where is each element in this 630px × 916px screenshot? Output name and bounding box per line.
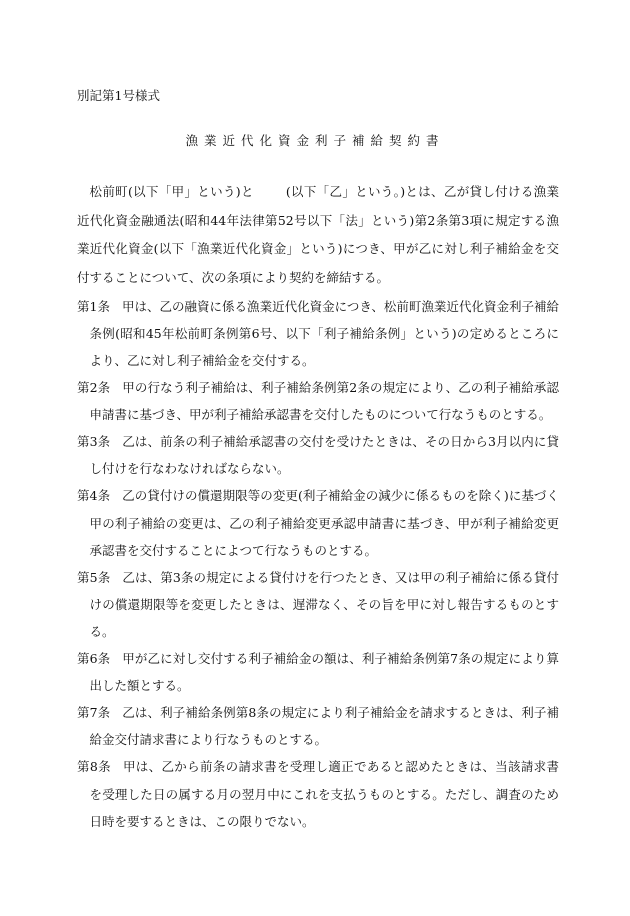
- article-number: 第5条: [77, 569, 111, 585]
- document-body: [77, 178, 559, 835]
- article-7: [77, 699, 559, 753]
- article-text: 乙は、前条の利子補給承認書の交付を受けたときは、その日から3月以内に貸し付けを行なわなければならない。: [89, 434, 559, 477]
- article-number: 第2条: [77, 380, 111, 396]
- article-5: [77, 564, 559, 645]
- intro-paragraph: [77, 178, 559, 293]
- document-title: 漁業近代化資金利子補給契約書: [185, 133, 445, 148]
- intro-text-part1: 松前町(以下「甲」という)と: [89, 184, 254, 199]
- intro-text-part2: (以下「乙」という。)とは、乙が貸し付ける漁業近代化資金融通法(昭和44年法律第52号以下「法」という)第2条第3項に規定する漁業近代化資金(以下「漁業近代化資金」という)につき、甲が乙に対し利子補給金を交付することについて、次の条項により契約を締結する。: [77, 184, 559, 286]
- article-6: [77, 645, 559, 699]
- article-number: 第3条: [77, 434, 111, 450]
- article-text: 乙の貸付けの償還期限等の変更(利子補給金の減少に係るものを除く)に基づく甲の利子補給の変更は、乙の利子補給変更承認申請書に基づき、甲が利子補給変更承認書を交付することによつて行なうものとする。: [89, 488, 559, 558]
- article-number: 第6条: [77, 651, 111, 667]
- article-1: [77, 293, 559, 374]
- article-number: 第1条: [77, 298, 110, 314]
- article-text: 甲の行なう利子補給は、利子補給条例第2条の規定により、乙の利子補給承認申請書に基づき、甲が利子補給承認書を交付したものについて行なうものとする。: [89, 380, 559, 423]
- article-text: 甲が乙に対し交付する利子補給金の額は、利子補給条例第7条の規定により算出した額とする。: [89, 651, 559, 694]
- article-text: 乙は、利子補給条例第8条の規定により利子補給金を請求するときは、利子補給金交付請求書により行なうものとする。: [89, 705, 559, 748]
- article-text: 甲は、乙から前条の請求書を受理し適正であると認めたときは、当該請求書を受理した日の属する月の翌月中にこれを支払うものとする。ただし、調査のため日時を要するときは、この限りでない。: [89, 759, 559, 829]
- article-number: 第8条: [77, 759, 111, 775]
- article-text: 甲は、乙の融資に係る漁業近代化資金につき、松前町漁業近代化資金利子補給条例(昭和45年松前町条例第6号、以下「利子補給条例」という)の定めるところにより、乙に対し利子補給金を交付する。: [89, 298, 559, 368]
- article-8: [77, 753, 559, 834]
- form-label: 別記第1号様式: [77, 88, 160, 103]
- article-text: 乙は、第3条の規定による貸付けを行つたとき、又は甲の利子補給に係る貸付けの償還期限等を変更したときは、遅滞なく、その旨を甲に対し報告するものとする。: [89, 569, 559, 639]
- article-2: [77, 374, 559, 428]
- article-number: 第4条: [77, 488, 111, 504]
- article-number: 第7条: [77, 705, 111, 721]
- article-3: [77, 428, 559, 482]
- article-4: [77, 482, 559, 563]
